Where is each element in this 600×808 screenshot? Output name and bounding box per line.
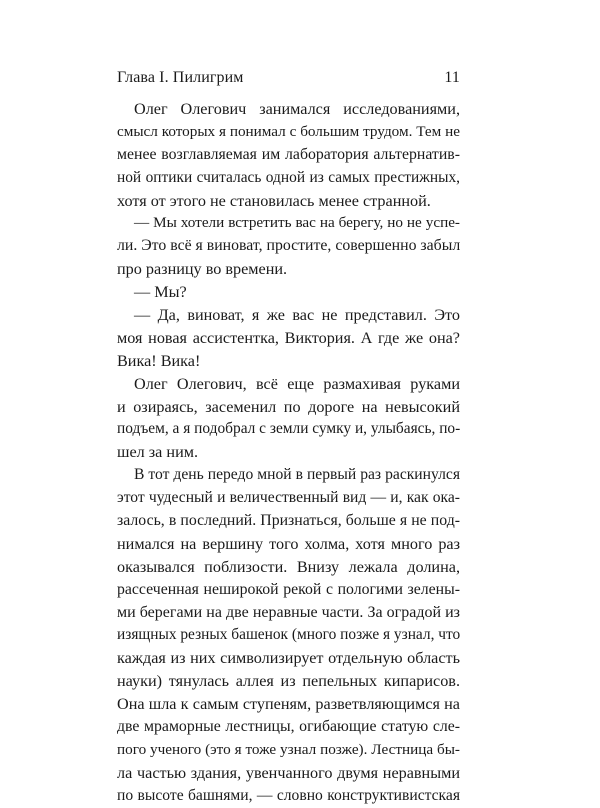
text-line: — Да, виноват, я же вас не представил. Это <box>134 306 460 325</box>
text-line: хотя от этого не становилась менее странной. <box>117 191 431 210</box>
text-line: Она шла к самым ступеням, разветвляющимся на <box>117 695 460 714</box>
body-text <box>117 98 460 808</box>
text-line: ной оптики считалась одной из самых престижных, <box>117 168 460 186</box>
text-line: про разницу во времени. <box>117 260 288 279</box>
text-line: — Мы? <box>134 283 187 302</box>
chapter-title: Глава I. Пилигрим <box>117 69 244 86</box>
text-line: подъем, а я подобрал с земли сумку и, улыбаясь, по- <box>117 420 460 438</box>
text-line: залось, в последний. Признаться, больше я не под- <box>117 512 460 530</box>
text-line: нимался на вершину того холма, хотя много раз <box>117 534 460 553</box>
text-line: пого ученого (это я тоже узнал позже). Лестница бы- <box>117 740 460 758</box>
text-line: две мраморные лестницы, огибающие статую сле- <box>117 718 460 736</box>
text-line: моя новая ассистентка, Виктория. А где же она? <box>117 328 460 347</box>
text-line: шел за ним. <box>117 443 199 462</box>
text-line: науки) тянулась аллея из пепельных кипарисов. <box>117 672 460 691</box>
text-line: этот чудесный и величественный вид — и, как ока- <box>117 489 460 507</box>
text-line: смысл которых я понимал с большим трудом. Тем не <box>117 122 460 140</box>
text-line: каждая из них символизирует отдельную область <box>117 649 460 668</box>
text-line: и озираясь, засеменил по дороге на невысокий <box>117 397 460 416</box>
text-line: менее возглавляемая им лаборатория альтернатив- <box>117 145 460 163</box>
text-line: рассеченная неширокой рекой с пологими зелены- <box>117 580 460 598</box>
text-line: ли. Это всё я виноват, простите, совершенно забыл <box>117 237 460 255</box>
text-line: ла частью здания, увенчанного двумя неравными <box>117 763 460 782</box>
text-line: изящных резных башенок (много позже я узнал, что <box>117 626 460 644</box>
page-number: 11 <box>444 69 460 86</box>
text-line: — Мы хотели встретить вас на берегу, но не успе- <box>134 214 460 232</box>
text-line: ми берегами на две неравные части. За оградой из <box>117 603 460 621</box>
text-line: В тот день передо мной в первый раз раскинулся <box>134 466 460 484</box>
running-head <box>117 69 460 91</box>
text-line: по высоте башнями, — словно конструктивистская <box>117 786 460 804</box>
text-line: Вика! Вика! <box>117 351 201 370</box>
text-line: Олег Олегович занимался исследованиями, <box>134 100 460 118</box>
text-line: Олег Олегович, всё еще размахивая руками <box>134 374 460 393</box>
text-line: оказывался поблизости. Внизу лежала долина, <box>117 557 460 576</box>
